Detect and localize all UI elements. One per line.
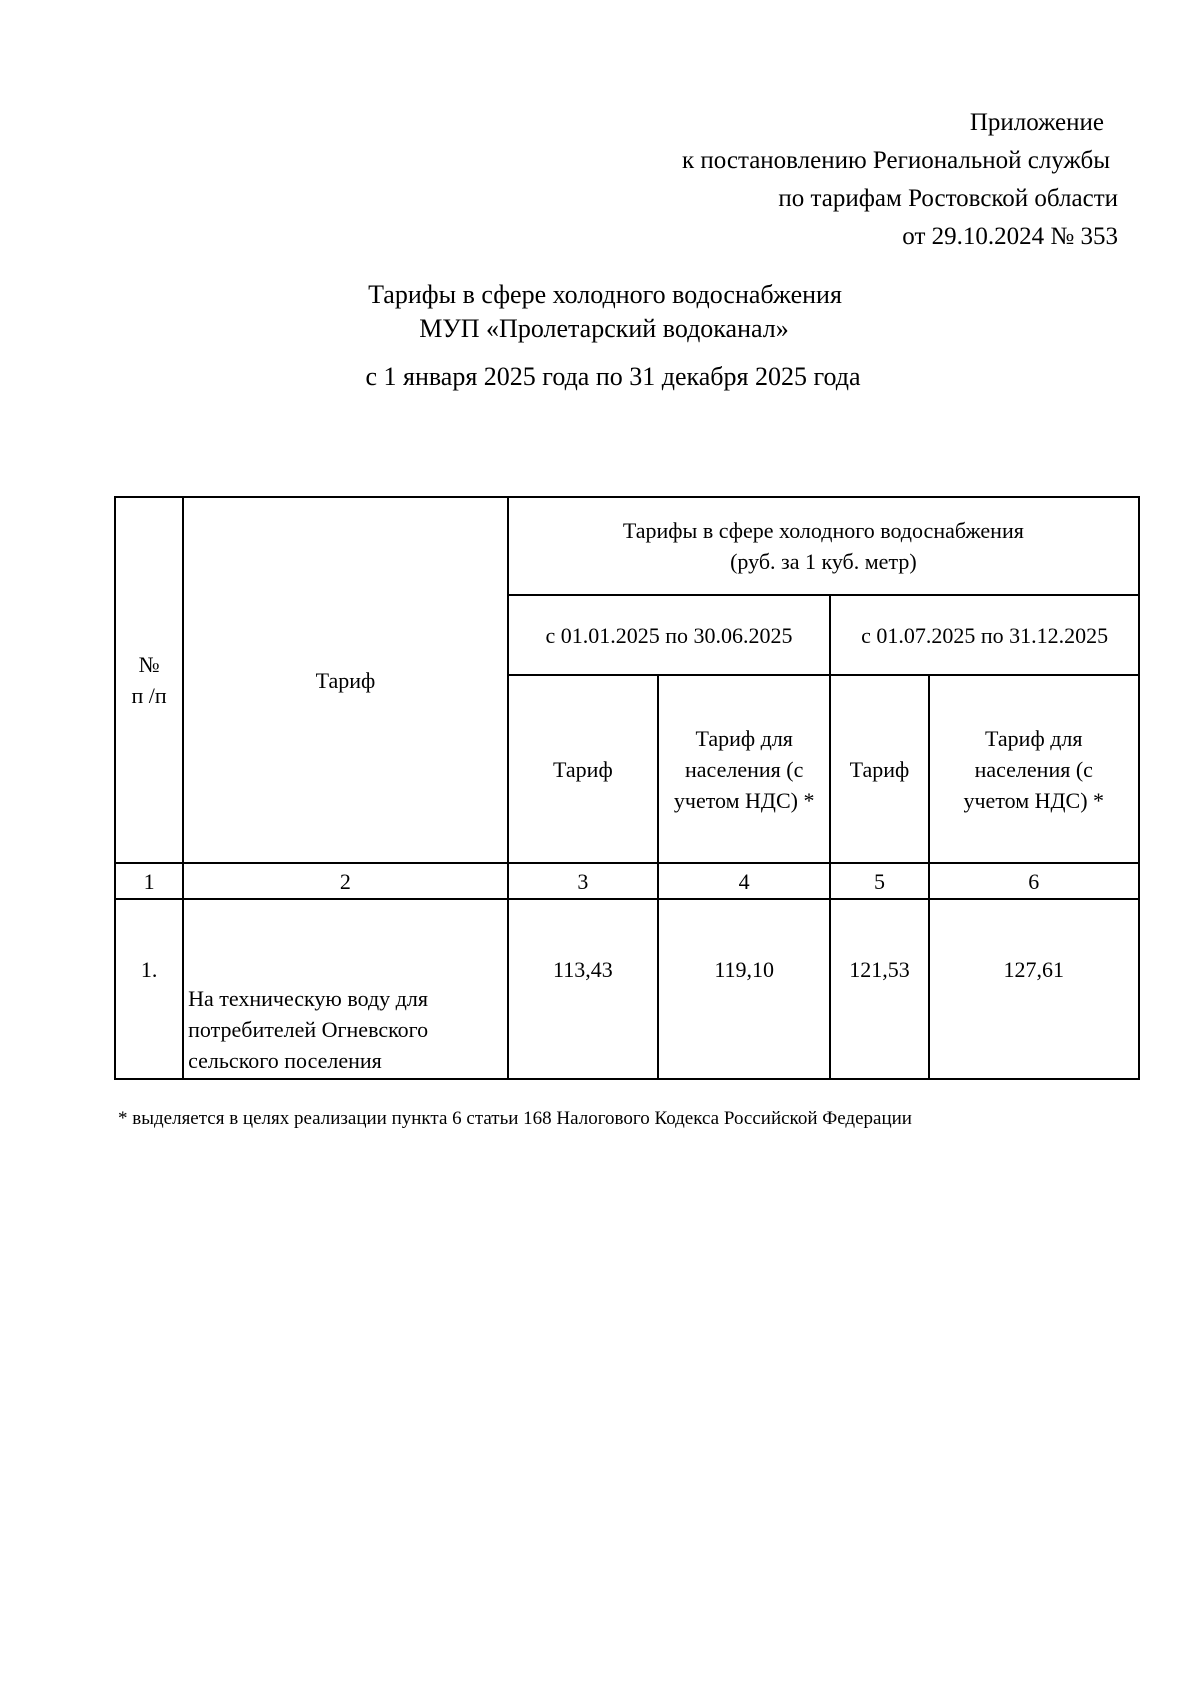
appendix-block <box>682 104 1118 256</box>
title-line-1: Тарифы в сфере холодного водоснабжения <box>368 280 842 309</box>
header-group-cell <box>508 497 1139 595</box>
header-p2-tariff: Тариф <box>830 675 928 863</box>
header-group-line-2: (руб. за 1 куб. метр) <box>730 549 917 574</box>
row-name-line-3: сельского поселения <box>188 1048 382 1073</box>
title-line-2: МУП «Пролетарский водоканал» <box>419 314 789 343</box>
header-tariff-cell: Тариф <box>183 497 508 863</box>
column-number-2: 2 <box>183 863 508 899</box>
header-p1-population-line-3: учетом НДС) * <box>673 787 815 813</box>
table-column-numbers-row <box>115 863 1139 899</box>
column-number-6: 6 <box>929 863 1139 899</box>
header-p1-tariff: Тариф <box>508 675 658 863</box>
appendix-line-4: от 29.10.2024 № 353 <box>902 223 1118 250</box>
header-period-1: с 01.01.2025 по 30.06.2025 <box>508 595 831 675</box>
column-number-4: 4 <box>658 863 830 899</box>
tariff-table <box>114 496 1140 1080</box>
row-p2-population: 127,61 <box>929 899 1139 1079</box>
header-p1-population-line-2: населения (с <box>685 756 804 782</box>
row-p2-tariff: 121,53 <box>830 899 928 1079</box>
header-p2-population-line-3: учетом НДС) * <box>963 787 1105 813</box>
appendix-line-3: по тарифам Ростовской области <box>778 185 1118 212</box>
header-num-label: п /п <box>131 683 167 708</box>
header-group-line-1: Тарифы в сфере холодного водоснабжения <box>622 518 1024 543</box>
column-number-1: 1 <box>115 863 183 899</box>
header-p2-population-line-2: населения (с <box>974 756 1093 782</box>
row-name-line-2: потребителей Огневского <box>188 1017 429 1042</box>
table-row <box>115 899 1139 1079</box>
column-number-3: 3 <box>508 863 658 899</box>
footnote: * выделяется в целях реализации пункта 6 статьи 168 Налогового Кодекса Российской Федерации <box>118 1108 912 1129</box>
header-p1-population <box>658 675 830 863</box>
appendix-line-1: Приложение <box>969 109 1104 136</box>
header-p1-population-line-1: Тариф для <box>695 725 793 751</box>
appendix-line-2: к постановлению Региональной службы <box>681 147 1110 174</box>
row-name <box>183 899 508 1079</box>
header-num-cell <box>115 497 183 863</box>
header-period-2: с 01.07.2025 по 31.12.2025 <box>830 595 1139 675</box>
table-header-row-1 <box>115 497 1139 595</box>
column-number-5: 5 <box>830 863 928 899</box>
row-p1-population: 119,10 <box>658 899 830 1079</box>
row-name-line-1: На техническую воду для <box>188 986 428 1011</box>
title-line-3: с 1 января 2025 года по 31 декабря 2025 года <box>365 362 861 391</box>
header-p2-population-line-1: Тариф для <box>985 725 1083 751</box>
row-p1-tariff: 113,43 <box>508 899 658 1079</box>
header-p2-population <box>929 675 1139 863</box>
header-num-symbol: № <box>138 652 160 677</box>
row-num: 1. <box>115 899 183 1079</box>
